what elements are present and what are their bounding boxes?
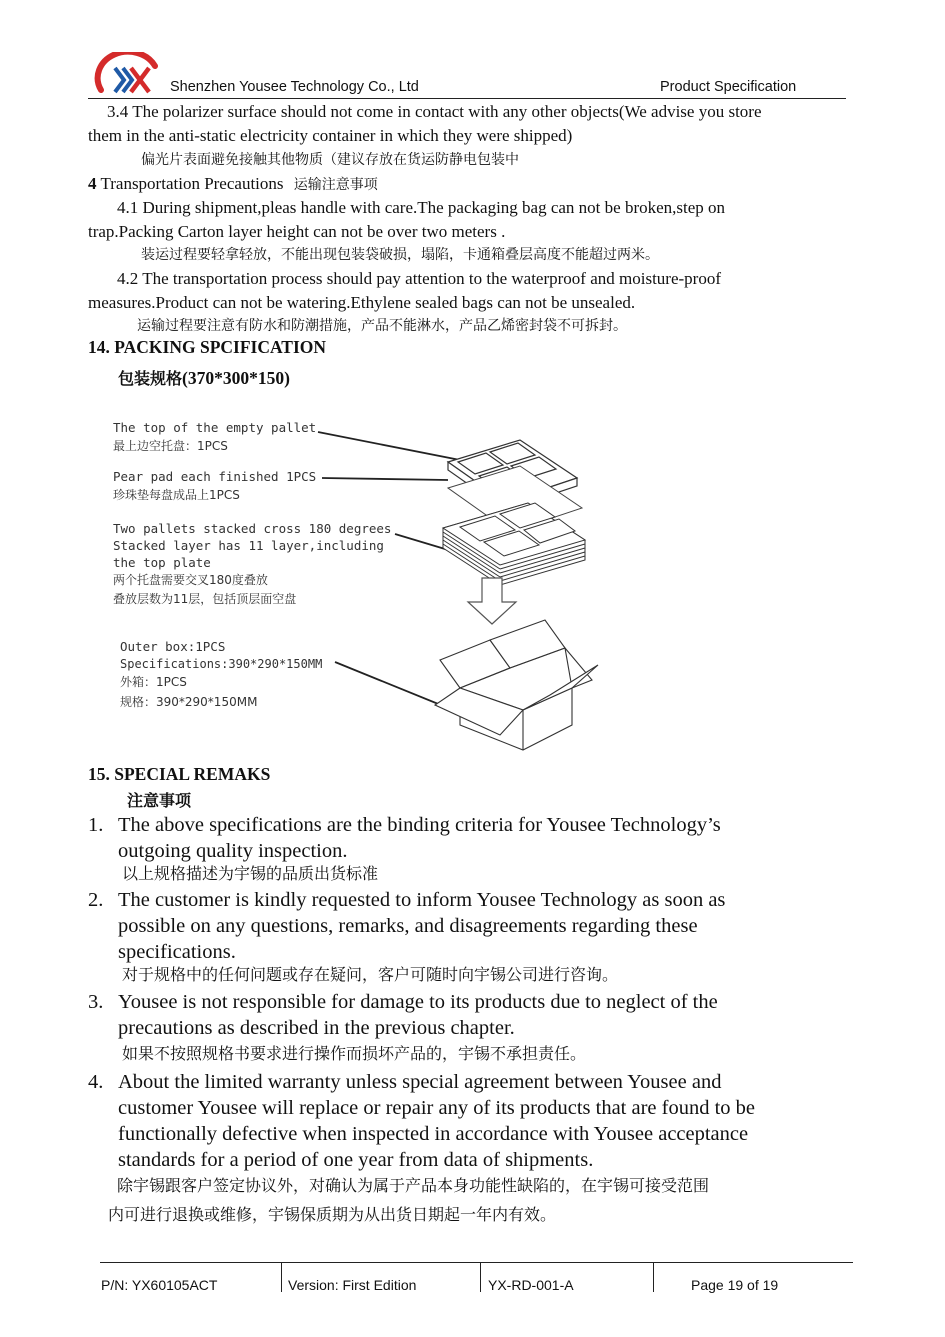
remark-num: 2. bbox=[88, 889, 104, 911]
remark-line: functionally defective when inspected in accordance with Yousee acceptance bbox=[118, 1123, 749, 1145]
diagram-label4-en1: Outer box:1PCS bbox=[120, 639, 226, 654]
remark-line: Yousee is not responsible for damage to its products due to neglect of the bbox=[118, 991, 718, 1013]
section14-subtitle bbox=[118, 366, 290, 389]
remark-zh: 内可进行退换或维修，宇锡保质期为从出货日期起一年内有效。 bbox=[108, 1205, 557, 1224]
footer-part-number: P/N: YX60105ACT bbox=[101, 1277, 218, 1293]
item-4-2-line1: 4.2 The transportation process should pay attention to the waterproof and moisture-proof bbox=[117, 269, 721, 288]
remark-num: 3. bbox=[88, 991, 104, 1013]
footer-page-number: Page 19 of 19 bbox=[691, 1277, 779, 1293]
diagram-label4-zh1: 外箱：1PCS bbox=[120, 675, 187, 689]
outer-box-icon bbox=[435, 620, 598, 750]
remark-zh: 除宇锡跟客户签定协议外，对确认为属于产品本身功能性缺陷的，在宇锡可接受范围 bbox=[117, 1176, 710, 1195]
remark-line: outgoing quality inspection. bbox=[118, 840, 348, 862]
remark-zh: 对于规格中的任何问题或存在疑问，客户可随时向宇锡公司进行咨询。 bbox=[122, 965, 619, 984]
section4-title-en: Transportation Precautions bbox=[100, 174, 284, 193]
diagram-label2-zh: 珍珠垫每盘成品上1PCS bbox=[113, 488, 240, 502]
section14-subtitle-zh: 包装规格 bbox=[118, 369, 183, 388]
remark-line: About the limited warranty unless special agreement between Yousee and bbox=[118, 1071, 722, 1093]
diagram-label2-en: Pear pad each finished 1PCS bbox=[113, 469, 317, 484]
remark-line: specifications. bbox=[118, 941, 236, 963]
item-4-1-line1: 4.1 During shipment,pleas handle with care.The packaging bag can not be broken,step on bbox=[117, 198, 726, 217]
footer-divider bbox=[480, 1262, 481, 1292]
footer-divider bbox=[653, 1262, 654, 1292]
section15-title: 15. SPECIAL REMAKS bbox=[88, 764, 271, 784]
item-3-4-line1: 3.4 The polarizer surface should not come in contact with any other objects(We advise you store bbox=[107, 102, 762, 121]
remark-line: customer Yousee will replace or repair any of its products that are found to be bbox=[118, 1097, 756, 1119]
diagram-label3-zh2: 叠放层数为11层，包括顶层面空盘 bbox=[113, 592, 297, 606]
down-arrow-icon bbox=[468, 578, 516, 624]
remark-line: possible on any questions, remarks, and disagreements regarding these bbox=[118, 915, 698, 937]
diagram-label3-en1: Two pallets stacked cross 180 degrees bbox=[113, 521, 392, 536]
footer-divider bbox=[281, 1262, 282, 1292]
item-4-2-line2: measures.Product can not be watering.Ethylene sealed bags can not be unsealed. bbox=[88, 293, 636, 312]
item-3-4-zh: 偏光片表面避免接触其他物质（建议存放在货运防静电包装中 bbox=[141, 152, 519, 168]
remark-line: standards for a period of one year from data of shipments. bbox=[118, 1149, 594, 1171]
header-rule bbox=[88, 98, 846, 99]
footer-rule bbox=[100, 1262, 853, 1263]
remark-zh: 如果不按照规格书要求进行操作而损坏产品的，宇锡不承担责任。 bbox=[122, 1044, 587, 1063]
header-doc-type: Product Specification bbox=[660, 79, 797, 95]
diagram-label4-en2: Specifications:390*290*150MM bbox=[120, 657, 323, 671]
item-4-2-zh: 运输过程要注意有防水和防潮措施，产品不能淋水，产品乙烯密封袋不可拆封。 bbox=[137, 318, 627, 334]
footer-doc-code: YX-RD-001-A bbox=[488, 1277, 574, 1293]
item-3-4-line2: them in the anti-static electricity container in which they were shipped) bbox=[88, 126, 573, 145]
footer-version: Version: First Edition bbox=[288, 1277, 417, 1293]
remark-line: The customer is kindly requested to inform Yousee Technology as soon as bbox=[118, 889, 726, 911]
packing-diagram bbox=[0, 400, 945, 760]
section4-title-zh: 运输注意事项 bbox=[293, 177, 378, 193]
remark-num: 1. bbox=[88, 814, 104, 836]
stacked-pallets-icon bbox=[443, 503, 585, 585]
item-4-1-zh: 装运过程要轻拿轻放，不能出现包装袋破损，塌陷，卡通箱叠层高度不能超过两米。 bbox=[141, 247, 659, 263]
section15-subtitle: 注意事项 bbox=[127, 791, 192, 810]
section14-title: 14. PACKING SPCIFICATION bbox=[88, 337, 327, 357]
remark-zh: 以上规格描述为宇锡的品质出货标准 bbox=[122, 864, 379, 883]
item-4-1-line2: trap.Packing Carton layer height can not be over two meters . bbox=[88, 222, 506, 241]
diagram-label3-en2: Stacked layer has 11 layer,including bbox=[113, 538, 384, 553]
diagram-label3-en3: the top plate bbox=[113, 555, 211, 570]
diagram-label1-en: The top of the empty pallet bbox=[113, 420, 317, 435]
section4-title bbox=[88, 172, 378, 197]
section4-num: 4 bbox=[88, 174, 97, 193]
diagram-label1-zh: 最上边空托盘：1PCS bbox=[113, 439, 228, 453]
company-logo bbox=[93, 52, 163, 96]
remark-num: 4. bbox=[88, 1071, 104, 1093]
remark-line: precautions as described in the previous chapter. bbox=[118, 1017, 515, 1039]
diagram-label3-zh1: 两个托盘需要交叉180度叠放 bbox=[113, 573, 268, 587]
remark-line: The above specifications are the binding criteria for Yousee Technology’s bbox=[118, 814, 721, 836]
header-company-name: Shenzhen Yousee Technology Co., Ltd bbox=[170, 79, 419, 95]
section14-subtitle-dims: (370*300*150) bbox=[182, 368, 290, 388]
diagram-label4-zh2: 规格：390*290*150MM bbox=[120, 695, 258, 709]
